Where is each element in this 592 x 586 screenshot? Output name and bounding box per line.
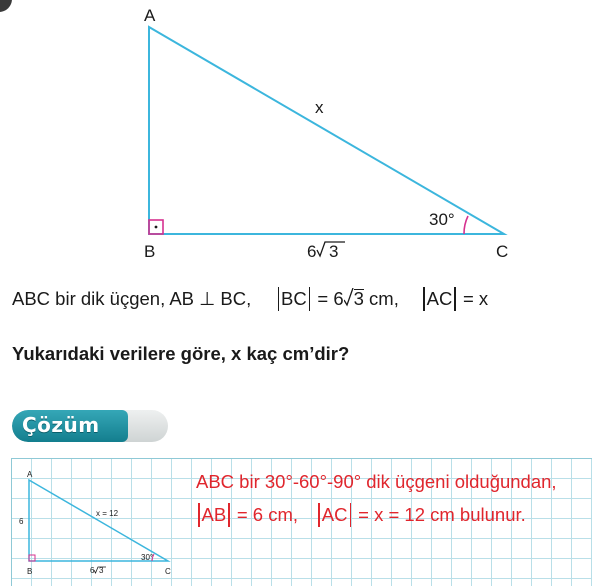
mini-base-rad: 3 — [99, 566, 104, 575]
ab-eq: = 6 cm, — [236, 504, 299, 525]
mini-hypotenuse: x = 12 — [96, 509, 119, 518]
triangle-figure — [0, 0, 592, 280]
hypotenuse-label: x — [315, 98, 324, 117]
solution-badge — [12, 410, 168, 442]
bc-name: BC — [281, 288, 307, 309]
solution-badge-label: Çözüm — [22, 413, 100, 437]
mini-right-angle-mark — [29, 555, 35, 561]
statement-start: ABC bir dik üçgen, AB ⊥ BC, — [12, 288, 252, 309]
triangle-abc — [149, 27, 504, 234]
ac-name: AC — [426, 288, 453, 309]
problem-statement — [12, 287, 488, 311]
abs-bar — [350, 503, 352, 527]
ac-eq: = x — [462, 288, 489, 309]
mini-side-ab: 6 — [19, 517, 24, 526]
vertex-c-label: C — [496, 242, 509, 261]
right-angle-dot — [155, 226, 158, 229]
mini-vertex-c: C — [165, 567, 171, 576]
bc-rad: 3 — [353, 288, 364, 309]
bc-eq: = 6 — [317, 288, 344, 309]
mini-base-coef: 6 — [90, 566, 95, 575]
ac-eq: = x = 12 cm bulunur. — [358, 504, 526, 525]
mini-vertex-b: B — [27, 567, 33, 576]
radical-sign — [344, 288, 354, 308]
abs-bar — [423, 287, 425, 311]
base-label-rad: 3 — [329, 242, 339, 261]
abs-bar — [454, 287, 456, 311]
abs-bar — [228, 503, 230, 527]
angle-arc-c — [464, 216, 468, 234]
mini-triangle — [29, 480, 168, 561]
mini-angle: 30° — [141, 553, 154, 562]
abs-bar — [309, 287, 311, 311]
vertex-b-label: B — [144, 242, 156, 261]
solution-line-2 — [196, 503, 526, 527]
ab-name: AB — [201, 504, 227, 525]
mini-vertex-a: A — [27, 470, 33, 479]
vertex-a-label: A — [144, 6, 156, 25]
abs-bar — [318, 503, 320, 527]
base-label-coef: 6 — [307, 242, 317, 261]
ac-name: AC — [321, 504, 348, 525]
abs-bar — [198, 503, 200, 527]
bc-unit: cm, — [369, 288, 399, 309]
angle-label: 30° — [429, 210, 455, 229]
solution-line-1: ABC bir 30°-60°-90° dik üçgeni olduğundan, — [196, 471, 557, 492]
question-text: Yukarıdaki verilere göre, x kaç cm’dir? — [12, 343, 350, 364]
abs-bar — [278, 287, 280, 311]
